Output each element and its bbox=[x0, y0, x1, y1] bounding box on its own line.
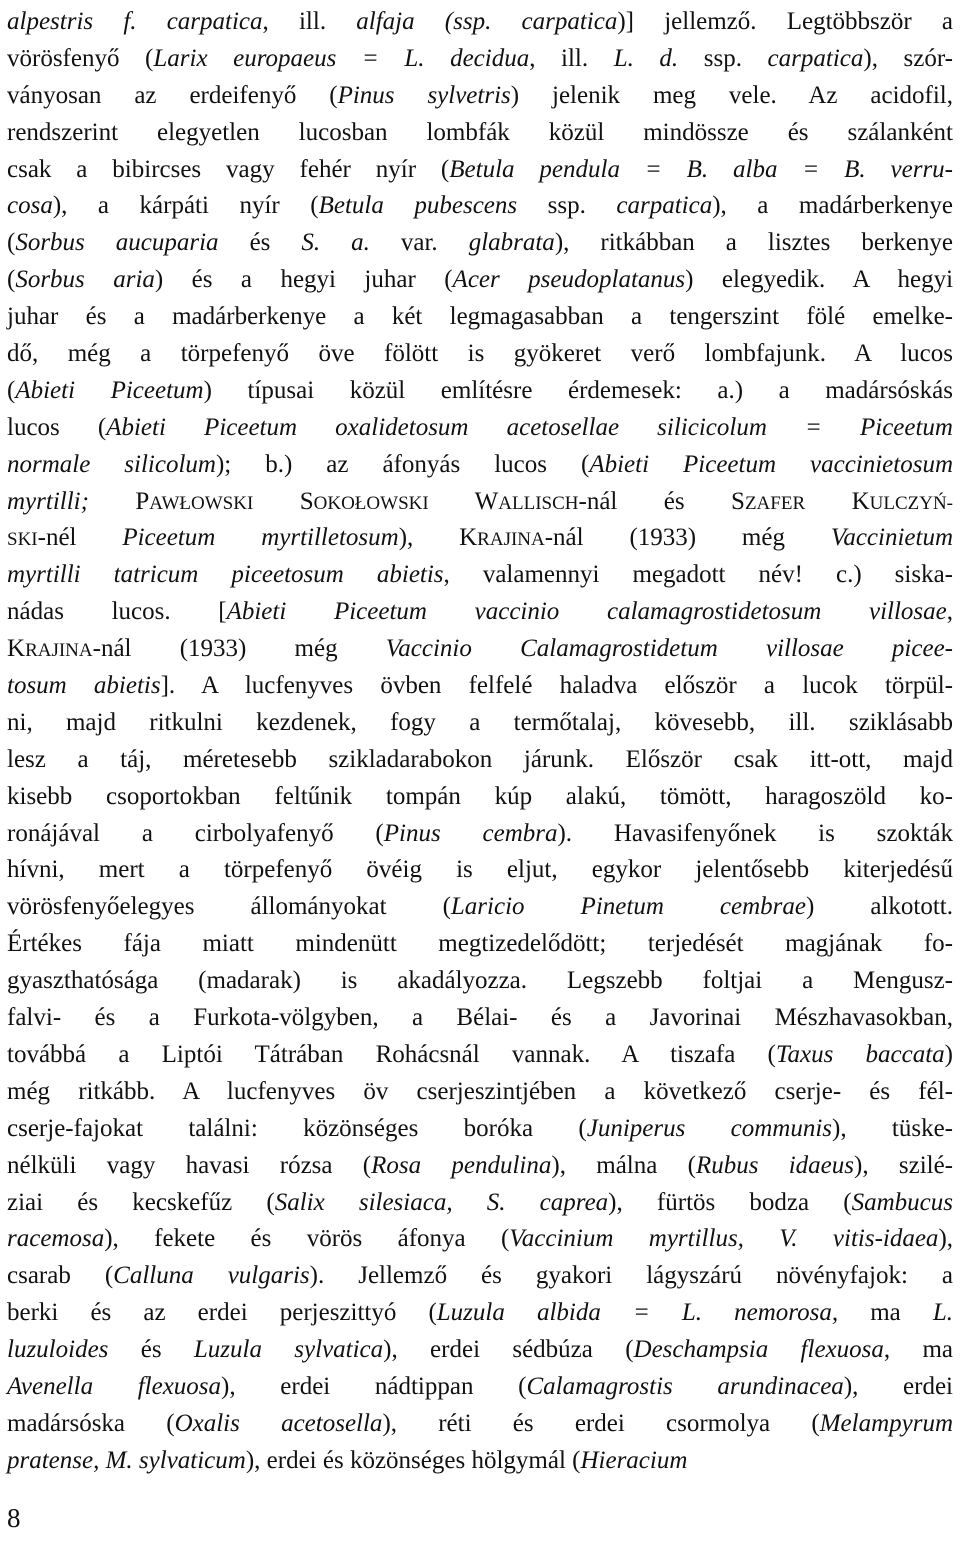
text-line bbox=[7, 926, 953, 963]
document-body bbox=[7, 4, 953, 1480]
text-line bbox=[7, 410, 953, 447]
text-line bbox=[7, 41, 953, 78]
text-line bbox=[7, 520, 953, 557]
text-line bbox=[7, 816, 953, 853]
italic-term: luzuloides bbox=[7, 1336, 109, 1364]
text-line bbox=[7, 1369, 953, 1406]
text-segment: K bbox=[805, 487, 870, 515]
italic-term: Calluna vulgaris bbox=[113, 1262, 310, 1290]
text-line bbox=[7, 631, 953, 668]
text-line bbox=[7, 78, 953, 115]
italic-term: Hieracium bbox=[580, 1446, 688, 1474]
italic-term: cosa bbox=[7, 192, 53, 220]
italic-term: Abieti Piceetum oxalidetosum acetosellae silicicolum = Piceetum bbox=[106, 413, 953, 441]
italic-term: Luzula albida = L. nemorosa, bbox=[436, 1299, 839, 1327]
text-segment: ) alkotott. bbox=[805, 893, 953, 921]
text-segment: ziai és kecskefűz ( bbox=[7, 1188, 275, 1216]
text-segment: ), erdei és közönséges hölgymál ( bbox=[245, 1446, 581, 1474]
text-line bbox=[7, 1295, 953, 1332]
text-line bbox=[7, 262, 953, 299]
text-segment: nélküli vagy havasi rózsa ( bbox=[7, 1151, 372, 1179]
text-segment: berki és az erdei perjeszittyó ( bbox=[7, 1299, 437, 1327]
text-segment: ), fekete és vörös áfonya ( bbox=[104, 1225, 510, 1253]
italic-term: glabrata bbox=[468, 229, 555, 257]
text-segment: ni, majd ritkulni kezdenek, fogy a termőtalaj, kövesebb, ill. sziklásabb bbox=[7, 708, 953, 736]
text-line bbox=[7, 742, 953, 779]
text-segment: ), bbox=[938, 1225, 954, 1253]
text-segment: ( bbox=[7, 376, 16, 404]
text-segment: K bbox=[7, 635, 26, 663]
text-line bbox=[7, 115, 953, 152]
text-segment: ), málna ( bbox=[551, 1151, 696, 1179]
italic-term: Vaccinium myrtillus, V. vitis-idaea bbox=[509, 1225, 939, 1253]
author-name: OKOŁOWSKI bbox=[313, 492, 429, 514]
italic-term: Juniperus communis bbox=[586, 1114, 833, 1142]
text-line bbox=[7, 963, 953, 1000]
text-segment: ), tüske- bbox=[832, 1114, 954, 1142]
text-segment: ) bbox=[944, 1040, 953, 1068]
text-segment: ), szór- bbox=[863, 44, 953, 72]
text-line bbox=[7, 225, 953, 262]
text-segment: -nál és S bbox=[578, 487, 745, 515]
text-segment: és bbox=[108, 1336, 194, 1364]
text-segment: W bbox=[428, 487, 499, 515]
italic-term: Pinus cembra bbox=[383, 819, 558, 847]
text-segment: vörösfenyőelegyes állományokat ( bbox=[7, 893, 451, 921]
text-segment: lucos ( bbox=[7, 413, 107, 441]
italic-term: pratense, M. sylvaticum bbox=[7, 1446, 246, 1474]
text-segment: cserje-fajokat találni: közönséges boróka ( bbox=[7, 1114, 587, 1142]
text-line bbox=[7, 152, 953, 189]
text-line bbox=[7, 668, 953, 705]
text-line bbox=[7, 336, 953, 373]
italic-term: Vaccinio Calamagrostidetum villosae picee- bbox=[385, 635, 953, 663]
italic-term: alpestris f. carpatica bbox=[7, 8, 263, 35]
text-line bbox=[7, 705, 953, 742]
page-number: 8 bbox=[7, 1503, 21, 1533]
text-segment: madársóska ( bbox=[7, 1409, 175, 1437]
text-line bbox=[7, 1185, 953, 1222]
text-line bbox=[7, 1221, 953, 1258]
italic-term: Sorbus aucuparia bbox=[15, 229, 219, 257]
text-line bbox=[7, 1000, 953, 1037]
text-line bbox=[7, 1258, 953, 1295]
author-name: RAJINA bbox=[477, 529, 545, 551]
italic-term: Piceetum myrtilletosum bbox=[122, 524, 399, 552]
text-segment: )] jellemző. Legtöbbször a bbox=[617, 8, 953, 35]
italic-term: tosum abietis bbox=[7, 672, 161, 700]
text-segment: ), K bbox=[398, 524, 478, 552]
text-segment: ( bbox=[7, 229, 16, 257]
italic-term: alfaja (ssp. carpatica bbox=[356, 8, 618, 35]
italic-term: Taxus baccata bbox=[775, 1040, 945, 1068]
text-segment: ) és a hegyi juhar ( bbox=[154, 266, 453, 294]
text-segment: ); b.) az áfonyás lucos ( bbox=[215, 450, 590, 478]
text-segment: ( bbox=[7, 266, 16, 294]
text-line bbox=[7, 779, 953, 816]
italic-term: Luzula sylvatica bbox=[193, 1336, 384, 1364]
author-name: SKI bbox=[7, 529, 38, 551]
text-line bbox=[7, 1111, 953, 1148]
italic-term: Larix europaeus = L. decidua bbox=[153, 44, 530, 72]
text-segment: ), réti és erdei csormolya ( bbox=[382, 1409, 820, 1437]
italic-term: Sambucus bbox=[851, 1188, 953, 1216]
text-line bbox=[7, 1406, 953, 1443]
italic-term: Rosa pendulina bbox=[371, 1151, 552, 1179]
text-segment: , ill. bbox=[262, 8, 357, 35]
text-segment: var. bbox=[369, 229, 469, 257]
text-segment: ]. A lucfenyves övben felfelé haladva először a lucok törpül- bbox=[160, 672, 953, 700]
text-segment: rendszerint elegyetlen lucosban lombfák közül mindössze és szálanként bbox=[7, 118, 953, 146]
text-line bbox=[7, 852, 953, 889]
italic-term: L. d. bbox=[613, 44, 679, 72]
text-segment: ) típusai közül említésre érdemesek: a.) a madársóskás bbox=[203, 376, 953, 404]
text-segment: , ma bbox=[883, 1336, 953, 1364]
italic-term: normale silicolum bbox=[7, 450, 216, 478]
text-segment: ), ritkábban a lisztes berkenye bbox=[554, 229, 953, 257]
italic-term: Calamagrostis arundinacea bbox=[526, 1372, 844, 1400]
text-segment: Értékes fája miatt mindenütt megtizedelődött; terjedését magjának fo- bbox=[7, 930, 953, 958]
text-segment: ). Havasifenyőnek is szokták bbox=[557, 819, 954, 847]
text-segment: ) elegyedik. A hegyi bbox=[685, 266, 954, 294]
text-segment: , ill. bbox=[529, 44, 614, 72]
text-segment: csak a bibircses vagy fehér nyír ( bbox=[7, 155, 450, 183]
text-line bbox=[7, 188, 953, 225]
author-name: ALLISCH bbox=[498, 492, 579, 514]
italic-term: Abieti Piceetum vaccinietosum bbox=[589, 450, 954, 478]
text-segment: -nél bbox=[37, 524, 123, 552]
text-segment: ). Jellemző és gyakori lágyszárú növényfajok: a bbox=[309, 1262, 953, 1290]
author-name: AWŁOWSKI bbox=[149, 492, 254, 514]
text-segment: ronájával a cirbolyafenyő ( bbox=[7, 819, 384, 847]
italic-term: Salix silesiaca, S. caprea bbox=[274, 1188, 609, 1216]
text-segment: P bbox=[88, 487, 150, 515]
italic-term: carpatica bbox=[616, 192, 713, 220]
text-segment: ssp. bbox=[517, 192, 617, 220]
text-segment: -nál (1933) még bbox=[544, 524, 831, 552]
text-line bbox=[7, 4, 953, 41]
italic-term: carpatica bbox=[767, 44, 864, 72]
text-segment: ma bbox=[838, 1299, 933, 1327]
text-segment: dő, még a törpefenyő öve fölött is gyökeret verő lombfajunk. A lucos bbox=[7, 340, 953, 368]
italic-term: Betula pubescens bbox=[318, 192, 518, 220]
text-segment: ), fürtös bodza ( bbox=[608, 1188, 852, 1216]
text-segment: ), erdei bbox=[843, 1372, 954, 1400]
author-name: ZAFER bbox=[744, 492, 806, 514]
text-segment: falvi- és a Furkota-völgyben, a Bélai- és a Javorinai Mészhavasokban, bbox=[7, 1004, 953, 1032]
text-segment: kisebb csoportokban feltűnik tompán kúp alakú, tömött, haragoszöld ko- bbox=[7, 782, 953, 810]
text-line bbox=[7, 594, 953, 631]
italic-term: Vaccinietum bbox=[830, 524, 954, 552]
text-line bbox=[7, 373, 953, 410]
italic-term: S. a. bbox=[301, 229, 370, 257]
italic-term: myrtilli; bbox=[7, 487, 89, 515]
text-segment: vörösfenyő ( bbox=[7, 44, 154, 72]
text-line bbox=[7, 1443, 953, 1480]
text-segment: ), erdei sédbúza ( bbox=[383, 1336, 634, 1364]
italic-term: Abieti Piceetum bbox=[15, 376, 204, 404]
italic-term: Pinus sylvetris bbox=[337, 81, 511, 109]
text-segment: , valamennyi megadott név! c.) siska- bbox=[443, 561, 954, 589]
text-segment: csarab ( bbox=[7, 1262, 114, 1290]
text-segment: hívni, mert a törpefenyő övéig is eljut, egykor jelentősebb kiterjedésű bbox=[7, 856, 953, 884]
text-segment: juhar és a madárberkenye a két legmagasabban a tengerszint fölé emelke- bbox=[7, 303, 953, 331]
text-segment: ványosan az erdeifenyő ( bbox=[7, 81, 338, 109]
text-line bbox=[7, 447, 953, 484]
text-segment: és bbox=[218, 229, 302, 257]
text-segment: nádas lucos. [ bbox=[7, 598, 227, 626]
italic-term: Deschampsia flexuosa bbox=[633, 1336, 884, 1364]
text-line bbox=[7, 1037, 953, 1074]
text-segment: -nál (1933) még bbox=[92, 635, 386, 663]
text-segment: gyaszthatósága (madarak) is akadályozza. Legszebb foltjai a Mengusz- bbox=[7, 967, 953, 995]
italic-term: Acer pseudoplatanus bbox=[452, 266, 686, 294]
text-segment: lesz a táj, méretesebb szikladarabokon járunk. Először csak itt-ott, majd bbox=[7, 745, 953, 773]
text-segment: ssp. bbox=[678, 44, 768, 72]
italic-term: Betula pendula = B. alba = B. verru- bbox=[449, 155, 953, 183]
author-name: RAJINA bbox=[25, 640, 93, 662]
author-name: ULCZYŃ- bbox=[869, 492, 954, 514]
italic-term: L. bbox=[932, 1299, 953, 1327]
text-line bbox=[7, 1332, 953, 1369]
text-line bbox=[7, 299, 953, 336]
italic-term: myrtilli tatricum piceetosum abietis bbox=[7, 561, 444, 589]
text-segment: ), a madárberkenye bbox=[712, 192, 953, 220]
text-segment: S bbox=[253, 487, 314, 515]
text-line bbox=[7, 557, 953, 594]
text-segment: továbbá a Liptói Tátrában Rohácsnál vannak. A tiszafa ( bbox=[7, 1040, 776, 1068]
text-line bbox=[7, 484, 953, 521]
italic-term: Sorbus aria bbox=[15, 266, 155, 294]
text-segment: még ritkább. A lucfenyves öv cserjeszintjében a következő cserje- és fél- bbox=[7, 1077, 953, 1105]
italic-term: Avenella flexuosa bbox=[7, 1372, 222, 1400]
text-line bbox=[7, 1148, 953, 1185]
text-segment: ), szilé- bbox=[854, 1151, 954, 1179]
text-line bbox=[7, 1074, 953, 1111]
text-segment: ) jelenik meg vele. Az acidofil, bbox=[510, 81, 954, 109]
text-segment: ), a kárpáti nyír ( bbox=[52, 192, 319, 220]
italic-term: Rubus idaeus bbox=[695, 1151, 855, 1179]
italic-term: Laricio Pinetum cembrae bbox=[450, 893, 806, 921]
text-segment: ), erdei nádtippan ( bbox=[221, 1372, 527, 1400]
italic-term: Melampyrum bbox=[819, 1409, 954, 1437]
italic-term: racemosa bbox=[7, 1225, 105, 1253]
italic-term: Oxalis acetosella bbox=[174, 1409, 383, 1437]
text-segment: , bbox=[946, 598, 953, 626]
text-line bbox=[7, 889, 953, 926]
italic-term: Abieti Piceetum vaccinio calamagrostidetosum villosae bbox=[226, 598, 947, 626]
